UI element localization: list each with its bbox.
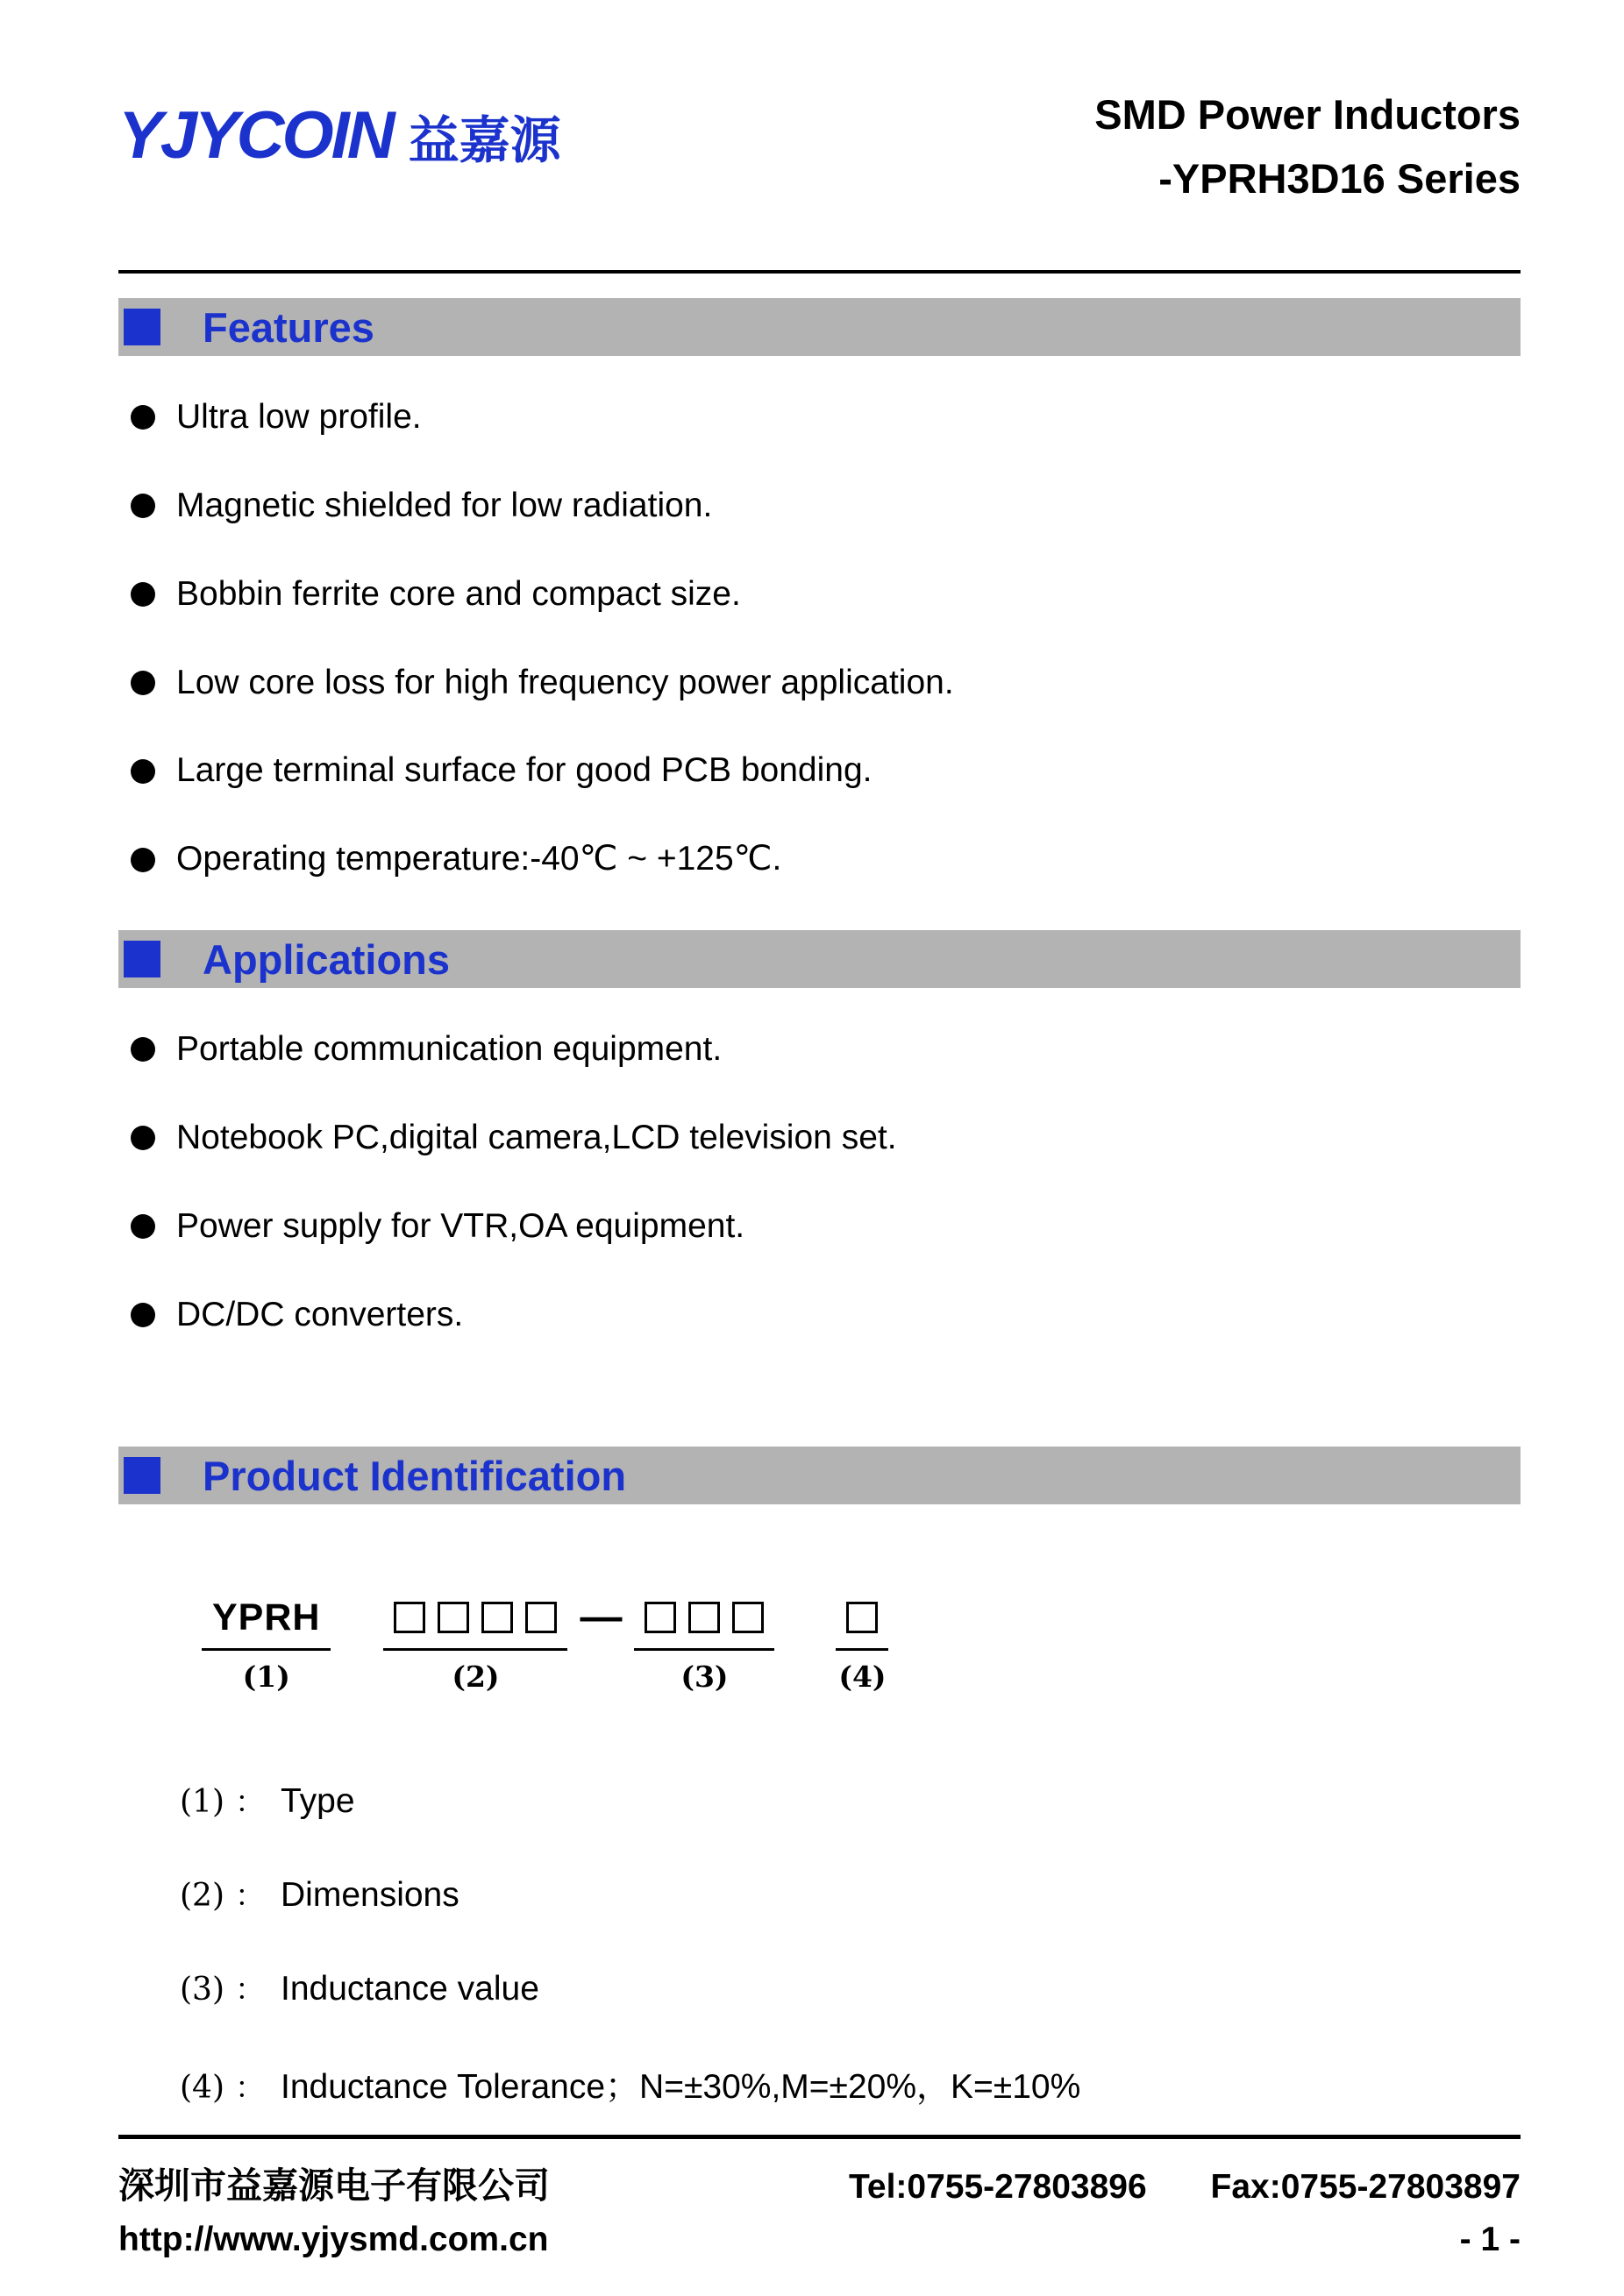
list-item	[131, 840, 1521, 879]
application-text: Power supply for VTR,OA equipment.	[176, 1206, 745, 1245]
legend-row	[180, 1872, 1521, 1915]
legend-number: (1)	[180, 1784, 224, 1821]
legend-text: Inductance Tolerance；N=±30%,M=±20%，K=±10%	[281, 2068, 1081, 2107]
list-item	[131, 1296, 1521, 1335]
code-box-icon	[688, 1602, 720, 1633]
contact-info	[849, 2168, 1521, 2207]
pid-group-dimensions	[383, 1594, 567, 1694]
legend-separator: ：	[235, 1785, 265, 1821]
pid-inductance-field	[634, 1594, 774, 1651]
logo-chinese-name: 益嘉源	[408, 112, 561, 169]
applications-list	[118, 1030, 1521, 1334]
bullet-icon	[131, 848, 155, 872]
features-section-title: Features	[203, 303, 374, 351]
application-text: DC/DC converters.	[176, 1295, 464, 1333]
list-item	[131, 1207, 1521, 1247]
code-box-icon	[481, 1602, 513, 1633]
list-item	[131, 398, 1521, 437]
legend-row	[180, 1965, 1521, 2008]
legend-number: (4)	[180, 2070, 224, 2107]
section-header-applications	[118, 930, 1521, 988]
section-header-product-identification	[118, 1447, 1521, 1504]
list-item	[131, 1030, 1521, 1070]
company-name: 深圳市益嘉源电子有限公司	[118, 2165, 550, 2206]
legend-number: (2)	[180, 1878, 224, 1915]
header	[118, 83, 1521, 237]
list-item	[131, 1119, 1521, 1158]
bullet-icon	[131, 759, 155, 784]
pid-group-tolerance	[836, 1594, 888, 1694]
legend-number: (3)	[180, 1972, 224, 2008]
page-number: - 1 -	[1459, 2221, 1521, 2258]
code-box-icon	[645, 1602, 676, 1633]
legend-separator: ：	[235, 2071, 265, 2107]
legend-row	[180, 2059, 1521, 2108]
application-text: Portable communication equipment.	[176, 1030, 723, 1069]
pid-group-inductance	[634, 1594, 774, 1694]
pid-label-2: (2)	[452, 1660, 500, 1695]
product-code-row	[202, 1594, 1521, 1694]
legend-separator: ：	[235, 1973, 265, 2008]
product-code-legend	[180, 1778, 1521, 2108]
feature-text: Ultra low profile.	[176, 398, 422, 436]
feature-text: Large terminal surface for good PCB bonding.	[176, 751, 873, 790]
footer	[118, 2135, 1521, 2259]
feature-text: Operating temperature:-40℃ ~ +125℃.	[176, 840, 782, 878]
title-line-1: SMD Power Inductors	[1094, 91, 1521, 138]
applications-section-title: Applications	[203, 935, 451, 983]
pid-group-type	[202, 1594, 331, 1694]
code-box-icon	[525, 1602, 557, 1633]
features-list	[118, 398, 1521, 879]
code-box-icon	[846, 1602, 878, 1633]
company-logo	[118, 98, 561, 173]
logo-wordmark: YJYCOIN	[118, 98, 393, 173]
code-box-icon	[394, 1602, 425, 1633]
pid-tolerance-field	[836, 1594, 888, 1651]
document-title	[1094, 83, 1521, 211]
section-marker-icon	[124, 1457, 160, 1494]
title-line-2: -YPRH3D16 Series	[1158, 154, 1521, 202]
bullet-icon	[131, 1037, 155, 1062]
pid-prefix-text: YPRH	[212, 1596, 321, 1638]
list-item	[131, 575, 1521, 615]
list-item	[131, 751, 1521, 791]
pid-dash: —	[580, 1594, 623, 1641]
section-marker-icon	[124, 941, 160, 977]
pid-dimensions-field	[383, 1594, 567, 1651]
bullet-icon	[131, 405, 155, 430]
bullet-icon	[131, 1126, 155, 1150]
footer-row-2	[118, 2221, 1521, 2259]
legend-separator: ：	[235, 1879, 265, 1915]
product-identification-section-title: Product Identification	[203, 1452, 627, 1499]
section-header-features	[118, 298, 1521, 356]
pid-type-field	[202, 1594, 331, 1651]
website-url: http://www.yjysmd.com.cn	[118, 2221, 549, 2258]
bullet-icon	[131, 582, 155, 607]
code-box-icon	[438, 1602, 469, 1633]
footer-divider	[118, 2135, 1521, 2139]
application-text: Notebook PC,digital camera,LCD television set.	[176, 1118, 897, 1156]
telephone-number: Tel:0755-27803896	[848, 2168, 1147, 2206]
bullet-icon	[131, 1214, 155, 1239]
list-item	[131, 487, 1521, 526]
legend-row	[180, 1778, 1521, 1821]
pid-label-1: (1)	[242, 1660, 290, 1695]
legend-text: Dimensions	[281, 1876, 459, 1915]
bullet-icon	[131, 1303, 155, 1327]
legend-text: Inductance value	[281, 1970, 539, 2008]
bullet-icon	[131, 494, 155, 518]
header-divider	[118, 270, 1521, 274]
bullet-icon	[131, 671, 155, 695]
feature-text: Low core loss for high frequency power application.	[176, 663, 954, 701]
product-code-diagram	[202, 1594, 1521, 1694]
legend-text: Type	[281, 1782, 355, 1821]
section-marker-icon	[124, 309, 160, 345]
pid-label-3: (3)	[680, 1660, 729, 1695]
feature-text: Magnetic shielded for low radiation.	[176, 486, 713, 524]
code-box-icon	[732, 1602, 764, 1633]
list-item	[131, 664, 1521, 703]
pid-label-4: (4)	[838, 1660, 887, 1695]
feature-text: Bobbin ferrite core and compact size.	[176, 574, 741, 613]
fax-number: Fax:0755-27803897	[1210, 2168, 1521, 2206]
footer-row-1	[118, 2157, 1521, 2208]
